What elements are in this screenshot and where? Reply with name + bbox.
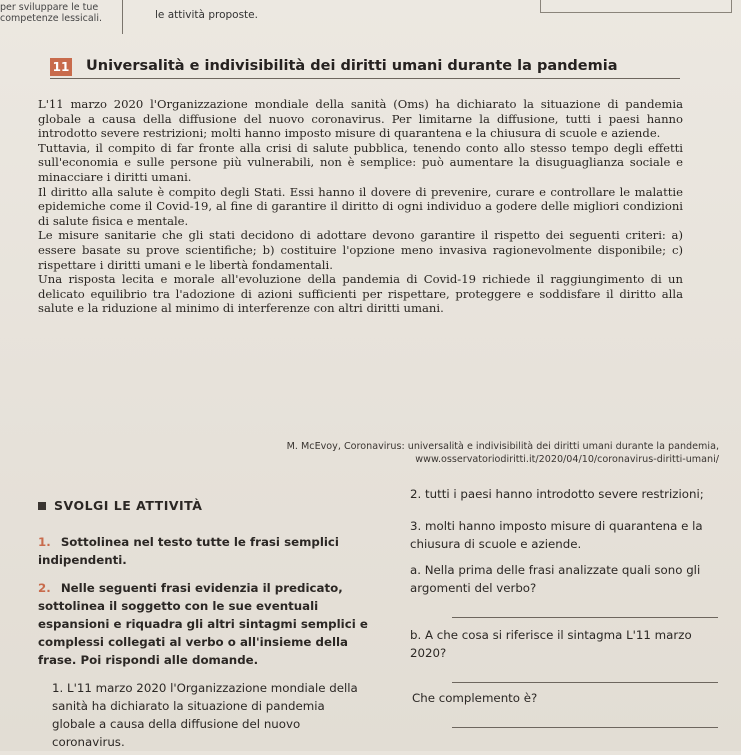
sentence-2: 2. tutti i paesi hanno introdotto severe restrizioni; (410, 487, 704, 501)
sentence-3: 3. molti hanno imposto misure di quarantena e la chiusura di scuole e aziende. (410, 519, 703, 551)
exercise-number: 2. (38, 581, 51, 595)
heading-number-badge: 11 (50, 58, 72, 76)
exercise-text: Sottolinea nel testo tutte le frasi semplici indipendenti. (38, 535, 339, 567)
answer-line-b2[interactable] (452, 713, 718, 728)
square-bullet-icon (38, 502, 46, 510)
exercise-2 (38, 579, 368, 669)
answer-line-a[interactable] (452, 603, 718, 618)
exercise-number: 1. (38, 535, 51, 549)
article-paragraph: Tuttavia, il compito di far fronte alla crisi di salute pubblica, tenendo conto allo stesso tempo degli effetti sull'economia e sulle persone più vulnerabili, non è semplice: può aumentare la disuguaglianza sociale e minacciare i diritti umani. (38, 140, 683, 184)
exercises-left-column (38, 485, 368, 755)
sentence-1: 1. L'11 marzo 2020 l'Organizzazione mondiale della sanità ha dichiarato la situazione di pandemia globale a causa della diffusione del nuovo coronavirus. (52, 681, 358, 749)
top-left-text (0, 2, 120, 24)
section-title: SVOLGI LE ATTIVITÀ (54, 498, 203, 513)
article-paragraph: Le misure sanitarie che gli stati decidono di adottare devono garantire il rispetto dei seguenti criteri: a) essere basate su prove scientifiche; b) costituire l'opzione meno invasiva ragionevolmente disponibile; c) rispettare i diritti umani e le libertà fondamentali. (38, 228, 683, 272)
heading-rule (50, 78, 680, 79)
top-left-line-1: per sviluppare le tue (0, 2, 99, 13)
top-divider (122, 0, 123, 34)
question-b: b. A che cosa si riferisce il sintagma L'11 marzo 2020? (410, 628, 692, 660)
answer-line-b1[interactable] (452, 668, 718, 683)
heading-title: Universalità e indivisibilità dei diritti umani durante la pandemia (86, 58, 618, 74)
article-paragraph: Una risposta lecita e morale all'evoluzione della pandemia di Covid-19 richiede il raggiungimento di un delicato equilibrio tra l'adozione di azioni sufficienti per rispettare, proteggere e soddisfare il diritto alla salute e la riduzione al minimo di interferenze con altri diritti umani. (38, 272, 683, 316)
exercise-1 (38, 533, 368, 569)
top-box (540, 0, 732, 13)
question-a: a. Nella prima delle frasi analizzate quali sono gli argomenti del verbo? (410, 563, 701, 595)
source-url: www.osservatoriodiritti.it/2020/04/10/coronavirus-diritti-umani/ (415, 454, 719, 465)
exercises-right-column (396, 485, 718, 734)
source-citation: M. McEvoy, Coronavirus: universalità e indivisibilità dei diritti umani durante la pandemia, (286, 441, 719, 452)
question-b-complement: Che complemento è? (412, 691, 538, 705)
section-header (38, 497, 368, 515)
article-heading (50, 58, 680, 78)
exercise-text: Nelle seguenti frasi evidenzia il predicato, sottolinea il soggetto con le sue eventuali espansioni e riquadra gli altri sintagmi semplici e complessi collegati al verbo o all'insieme della frase. Poi rispondi alle domande. (38, 581, 368, 667)
article-paragraph: Il diritto alla salute è compito degli Stati. Essi hanno il dovere di prevenire, curare e controllare le malattie epidemiche come il Covid-19, al fine di garantire il diritto di ogni individuo a godere delle migliori condizioni di salute fisica e mentale. (38, 184, 683, 228)
article-body (38, 97, 683, 316)
article-source (287, 440, 719, 466)
article-paragraph: L'11 marzo 2020 l'Organizzazione mondiale della sanità (Oms) ha dichiarato la situazione di pandemia globale a causa della diffusione del nuovo coronavirus. Per limitarne la diffusione, tutti i paesi hanno introdotto severe restrizioni; molti hanno imposto misure di quarantena e la chiusura di scuole e aziende. (38, 97, 683, 141)
top-left-line-2: competenze lessicali. (0, 13, 102, 24)
top-mid-text: le attività proposte. (155, 9, 258, 21)
